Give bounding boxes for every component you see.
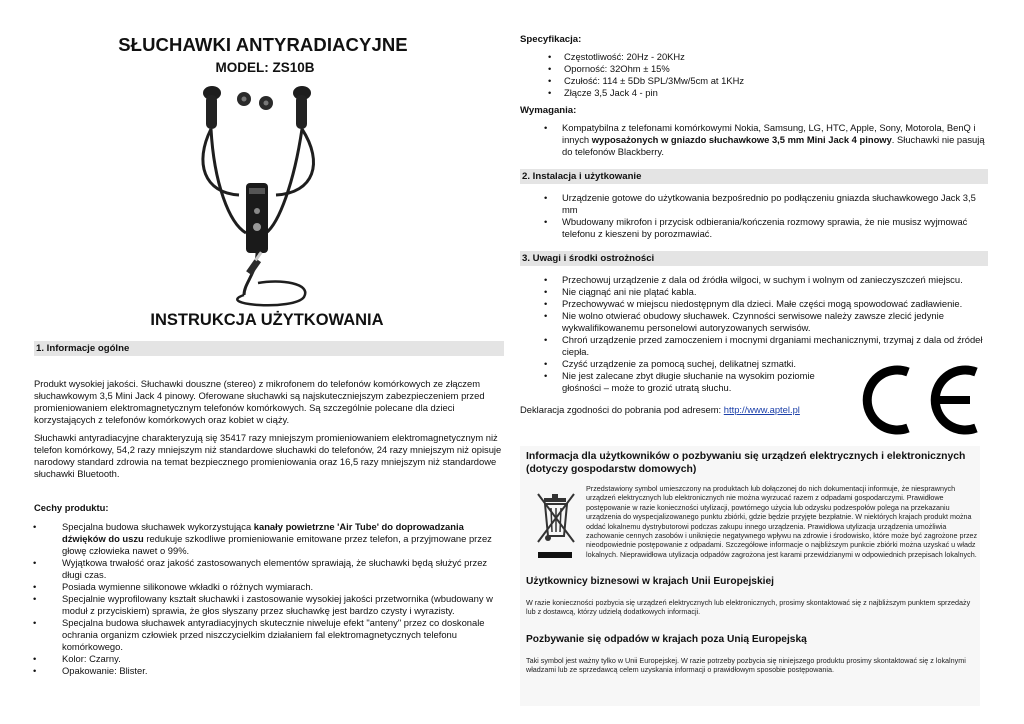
list-item: • Wbudowany mikrofon i przycisk odbierania/kończenia rozmowy sprawia, że nie musisz wyjmować telefonu z kieszeni by porozmawiać.: [520, 216, 990, 240]
install-list: [520, 192, 990, 240]
features-list: [34, 521, 504, 677]
list-item: • Złącze 3,5 Jack 4 - pin: [520, 87, 990, 99]
instruction-heading: INSTRUKCJA UŻYTKOWANIA: [150, 311, 384, 329]
section-1-heading: 1. Informacje ogólne: [34, 341, 504, 356]
intro-paragraph: Produkt wysokiej jakości. Słuchawki douszne (stereo) z mikrofonem do telefonów komórkowych ze złączem słuchawkowym 3,5 Mini Jack 4 pinowy. Oferowane słuchawki są najskuteczniejszym zabezpieczeniem przed promieniowaniem elektromagnetycznym telefonów komórkowych. Są szczególnie polecane dla dzieci korzystających z telefonów komórkowych oraz kobiet w ciąży.: [34, 378, 485, 425]
list-item: • Kompatybilna z telefonami komórkowymi Nokia, Samsung, LG, HTC, Apple, Sony, Motorola, BenQ i innych wyposażonych w gniazdo słuchawkowe 3,5 mm Mini Jack 4 pinowy. Słuchawki nie pasują do telefonów Blackberry.: [520, 122, 990, 158]
list-item: • Nie ciągnąć ani nie plątać kabla.: [520, 286, 990, 298]
list-item: • Częstotliwość: 20Hz - 20KHz: [520, 51, 990, 63]
weee-text-business: W razie konieczności pozbycia się urządzeń elektrycznych lub elektronicznych, prosimy skontaktować się z najbliższym punktem sprzedaży lub z dostawcą, którzy udzielą dodatkowych informacji.: [526, 598, 971, 617]
section-3-heading: 3. Uwagi i środki ostrożności: [520, 251, 988, 266]
list-item: • Specjalnie wyprofilowany kształt słuchawki i zastosowanie wysokiej jakości przetwornika (wbudowany w moduł z przyciskiem) sprawia, że głos słyszany przez słuchawkę jest bardzo czysty i wyrazisty.: [34, 593, 504, 617]
list-item: • Czułość: 114 ± 5Db SPL/3Mw/5cm at 1KHz: [520, 75, 990, 87]
declaration-link[interactable]: http://www.aptel.pl: [723, 404, 800, 415]
list-item: • Opakowanie: Blister.: [34, 665, 504, 677]
list-item: • Nie wolno otwierać obudowy słuchawek. Czynności serwisowe należy zawsze zlecić jedynie wykwalifikowanemu personelowi autoryzowanych serwisów.: [520, 310, 990, 334]
requirements-heading: Wymagania:: [520, 105, 577, 116]
list-item: • Posiada wymienne silikonowe wkładki o różnych wymiarach.: [34, 581, 504, 593]
weee-business-heading: Użytkownicy biznesowi w krajach Unii Europejskiej: [526, 576, 774, 587]
weee-outside-eu-heading: Pozbywanie się odpadów w krajach poza Unią Europejską: [526, 634, 807, 645]
list-item: • Specjalna budowa słuchawek wykorzystująca kanały powietrzne 'Air Tube' do doprowadzania dźwięków do uszu redukuje szkodliwe promieniowanie emitowane przez telefon, a przyjmowane przez głowę człowieka nawet o 99%.: [34, 521, 504, 557]
weee-text-household: Przedstawiony symbol umieszczony na produktach lub dołączonej do nich dokumentacji informuje, że niesprawnych urządzeń elektrycznych lub elektronicznych nie można wyrzucać razem z odpadami gospodarczymi. Prawidłowe postępowanie w razie konieczności utylizacji, powtórnego użycia lub odzysku podzespołów polega na przekazaniu urządzenia do wyspecjalizowanego punktu zbiórki, gdzie będzie przyjęte bezpłatnie. W niektórych krajach produkt można oddać lokalnemu dystrybutorowi podczas zakupu innego urządzenia. Prawidłowa utylizacja urządzenia umożliwia zachowanie cennych zasobów i uniknięcie negatywnego wpływu na zdrowie i środowisko, które może być zagrożone przez nieodpowiednie postępowanie z odpadami. Szczegółowe informacje o najbliższym punkcie zbiórki można uzyskać u władz lokalnych. Nieprawidłowa utylizacja odpadów zagrożona jest karami przewidzianymi w odpowiednich przepisach lokalnych.: [586, 484, 978, 559]
radiation-paragraph: Słuchawki antyradiacyjne charakteryzują się 35417 razy mniejszym promieniowaniem elektromagnetycznym niż telefon komórkowy, 54,2 razy mniejszym niż standardowe słuchawki do telefonów, 24 razy mniejszym niż opisuje narodowy standard zdrowia na temat bezpiecznego promieniowania oraz 16,5 razy mniejszym niż standardowe słuchawki Bluetooth.: [34, 432, 502, 479]
list-item: • Czyść urządzenie za pomocą suchej, delikatnej szmatki.: [520, 358, 990, 370]
declaration-line: Deklaracja zgodności do pobrania pod adresem: http://www.aptel.pl: [520, 404, 800, 415]
model-label: MODEL: ZS10B: [215, 60, 315, 75]
list-item: • Oporność: 32Ohm ± 15%: [520, 63, 990, 75]
list-item: • Kolor: Czarny.: [34, 653, 504, 665]
weee-information-box: [520, 446, 980, 706]
weee-text-outside-eu: Taki symbol jest ważny tylko w Unii Europejskej. W razie potrzeby pozbycia się niniejszego produktu prosimy skontaktować się z lokalnymi władzami lub ze sprzedawcą celem uzyskania informacji o prawidłowym sposobie postępowania.: [526, 656, 966, 675]
right-column: [520, 34, 990, 415]
headphones-product-image: [184, 83, 334, 309]
list-item: • Przechowywać w miejscu niedostępnym dla dzieci. Małe części mogą spowodować zadławienie.: [520, 298, 990, 310]
weee-title: Informacja dla użytkowników o pozbywaniu się urządzeń elektrycznych i elektronicznych (dotyczy gospodarstw domowych): [526, 451, 966, 475]
list-item: • Przechowuj urządzenie z dala od źródła wilgoci, w suchym i wolnym od zanieczyszczeń miejscu.: [520, 274, 990, 286]
features-heading: Cechy produktu:: [34, 502, 109, 513]
section-2-heading: 2. Instalacja i użytkowanie: [520, 169, 988, 184]
spec-list: [520, 51, 990, 99]
list-item: • Chroń urządzenie przed zamoczeniem i mocnymi drganiami mechanicznymi, trzymaj z dala od źródeł ciepła.: [520, 334, 990, 358]
ce-mark-icon: [850, 364, 990, 436]
list-item: • Nie jest zalecane zbyt długie słuchanie na wysokim poziomie głośności – może to grozić utratą słuchu.: [520, 370, 990, 394]
crossed-bin-icon: [534, 490, 578, 562]
list-item: • Wyjątkowa trwałość oraz jakość zastosowanych elementów sprawiają, że słuchawki będą służyć przez długi czas.: [34, 557, 504, 581]
left-column: [34, 34, 504, 677]
document-title: SŁUCHAWKI ANTYRADIACYJNE: [118, 34, 408, 55]
list-item: • Specjalna budowa słuchawek antyradiacyjnych skutecznie niweluje efekt "anteny" przez co doskonale ochrania organizm człowiek przed niszczycielkim działaniem fal elektromagnetycznych telefonu komórkowego.: [34, 617, 504, 653]
list-item: • Urządzenie gotowe do użytkowania bezpośrednio po podłączeniu gniazda słuchawkowego Jack 3,5 mm: [520, 192, 990, 216]
requirements-list: [520, 122, 990, 158]
spec-heading: Specyfikacja:: [520, 34, 582, 45]
